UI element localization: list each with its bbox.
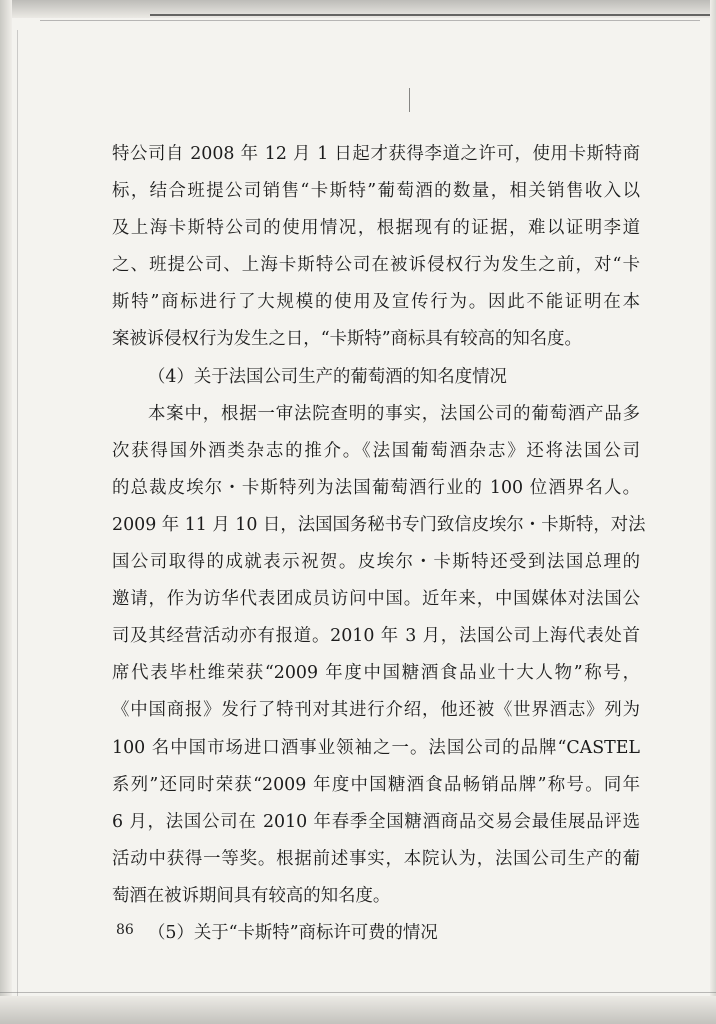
section-heading-5: （5）关于“卡斯特”商标许可费的情况 — [148, 922, 438, 943]
text-line: 特公司自 2008 年 12 月 1 日起才获得李道之许可，使用卡斯特商 — [112, 144, 640, 164]
scan-shadow-right — [710, 0, 716, 1024]
text-line: 之、班提公司、上海卡斯特公司在被诉侵权行为发生之前，对“卡 — [112, 255, 640, 276]
text-line: 的总裁皮埃尔・卡斯特列为法国葡萄酒行业的 100 位酒界名人。 — [112, 477, 640, 498]
text-line: 100 名中国市场进口酒事业领袖之一。法国公司的品牌“CASTEL — [112, 737, 640, 758]
scan-border-line-top-thin — [40, 20, 700, 21]
body-text — [112, 136, 646, 952]
text-line: 国公司取得的成就表示祝贺。皮埃尔・卡斯特还受到法国总理的 — [112, 552, 640, 573]
text-line: 萄酒在被诉期间具有较高的知名度。 — [112, 885, 391, 906]
text-line: 本案中，根据一审法院查明的事实，法国公司的葡萄酒产品多 — [148, 403, 640, 424]
scan-border-line-bottom — [0, 992, 716, 993]
text-line: 《中国商报》发行了特刊对其进行介绍，他还被《世界酒志》列为 — [112, 700, 640, 721]
text-line: 系列”还同时荣获“2009 年度中国糖酒食品畅销品牌”称号。同年 — [112, 774, 640, 795]
section-heading-4: （4）关于法国公司生产的葡萄酒的知名度情况 — [148, 366, 507, 387]
text-line: 邀请，作为访华代表团成员访问中国。近年来，中国媒体对法国公 — [112, 589, 640, 610]
text-line: 标，结合班提公司销售“卡斯特”葡萄酒的数量，相关销售收入以 — [112, 181, 640, 202]
text-line: 2009 年 11 月 10 日，法国国务秘书专门致信皮埃尔・卡斯特，对法 — [112, 514, 646, 535]
scan-border-line-top — [150, 14, 710, 16]
text-line: 活动中获得一等奖。根据前述事实，本院认为，法国公司生产的葡 — [112, 848, 640, 869]
text-line: 案被诉侵权行为发生之日，“卡斯特”商标具有较高的知名度。 — [112, 329, 582, 350]
text-line: 司及其经营活动亦有报道。2010 年 3 月，法国公司上海代表处首 — [112, 626, 640, 647]
scan-border-line-left — [17, 30, 18, 1010]
text-line: 席代表毕杜维荣获“2009 年度中国糖酒食品业十大人物”称号， — [112, 663, 640, 684]
text-line: 及上海卡斯特公司的使用情况，根据现有的证据，难以证明李道 — [112, 218, 640, 239]
scan-shadow-left — [0, 0, 12, 1024]
text-line: 斯特”商标进行了大规模的使用及宣传行为。因此不能证明在本 — [112, 292, 640, 313]
text-line: 6 月，法国公司在 2010 年春季全国糖酒商品交易会最佳展品评选 — [112, 811, 640, 832]
page-number: 86 — [116, 922, 134, 938]
scan-shadow-bottom — [0, 996, 716, 1024]
center-tick-mark — [409, 88, 410, 112]
text-line: 次获得国外酒类杂志的推介。《法国葡萄酒杂志》还将法国公司 — [112, 440, 640, 461]
